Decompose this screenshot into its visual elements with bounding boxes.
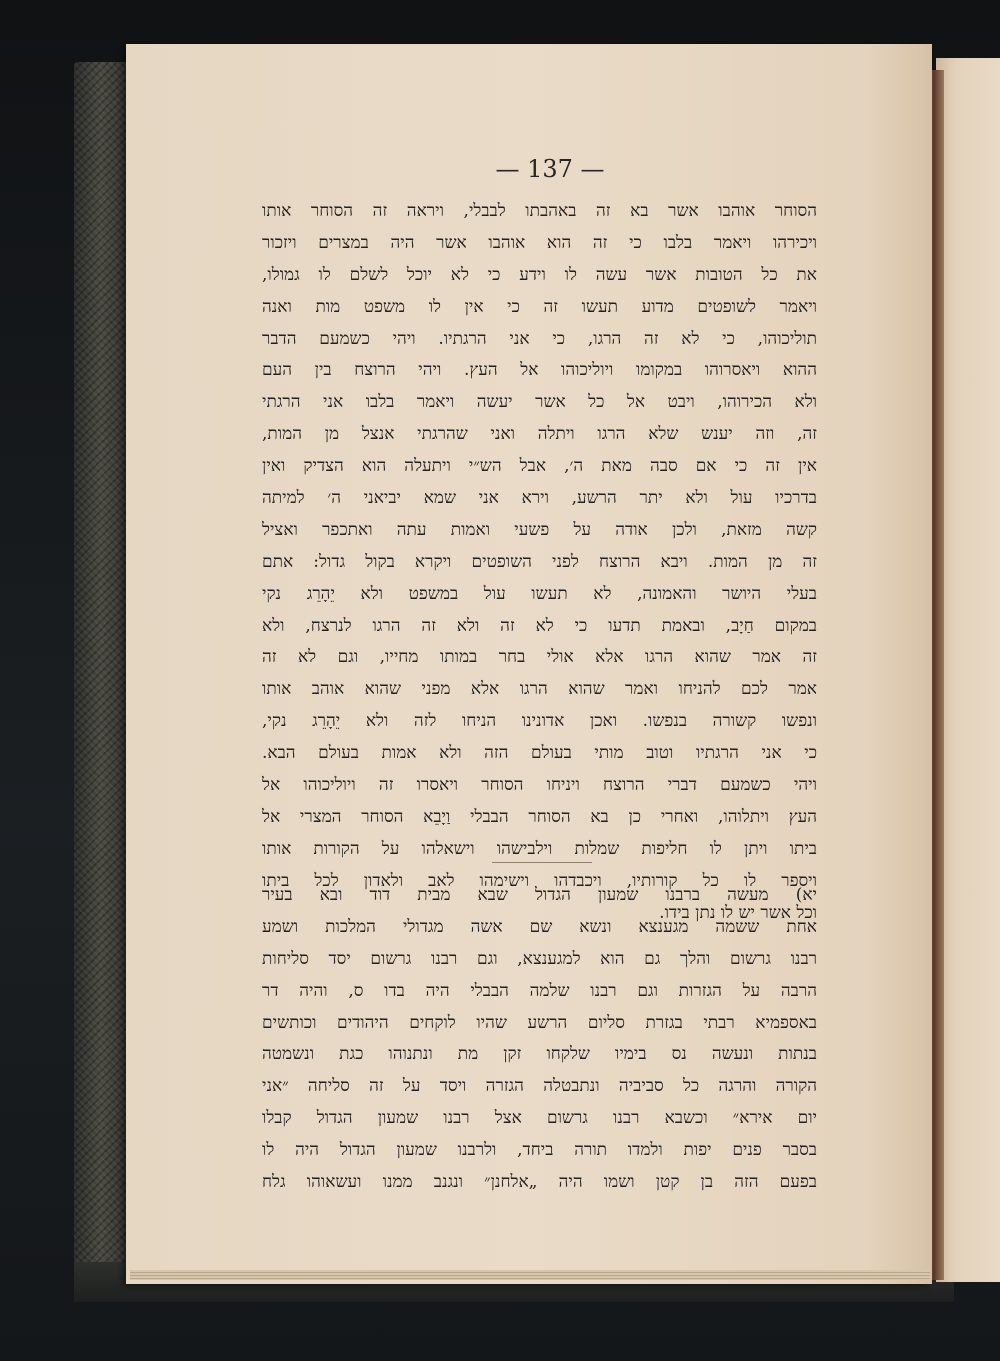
text-line: ויהי כשמעם דברי הרוצח ויניחו הסוחר ויאסרו זה ויוליכוהו אל [262,775,817,796]
text-line: ביתו ויתן לו חליפות שמלות וילבישהו וישאלהו על הקורות אותו [262,838,817,859]
facing-page-edge [936,58,1000,1282]
text-line: ההוא ויאסרוהו במקומו ויוליכוהו אל העץ. ויהי הרוצח בין העם [262,360,817,381]
text-line: בדרכיו עול ולא יתר הרשע, וירא אני שמא יביאני ה׳ למיתה [262,488,817,509]
text-line: אין זה כי אם סבה מאת ה׳, אבל הש״י ויתעלה הוא הצדיק ואין [262,456,817,477]
text-line: אחת ששמה מגענצא ונשא שם אשה מגדולי המלכות ושמע [262,916,817,937]
page-stack-edges [130,1270,930,1280]
page-number: — 137 — [495,155,605,183]
text-line: הרבה על הגזרות וגם רבנו שלמה הבבלי היה בדו ס, והיה דר [262,980,817,1001]
paragraph-2 [262,880,817,1199]
text-line: בסבר פנים יפות ולמדו תורה ביחד, ולרבנו שמעון הגדול היה לו [262,1140,817,1161]
paragraph-1 [262,196,817,929]
text-line: את כל הטובות אשר עשה לו וידע כי לא יוכל לשלם לו גמולו, [262,264,817,285]
text-line: ויכירהו ויאמר בלבו כי זה הוא אוהבו אשר היה במצרים ויזכור [262,232,817,253]
text-line: יא) מעשה ברבנו שמעון הגדול שבא מבית דוד ובא בעיר [262,885,817,905]
text-line: העץ ויתלוהו, ואחרי כן בא הסוחר הבבלי וַיָבֵא הסוחר המצרי אל [262,806,817,827]
text-line: בנתות ונעשה נס בימיו שלקחו זקן מת ונתנוהו כגת ונשמטה [262,1044,817,1065]
text-line: זה אמר שהוא הרגו אלא אולי בחר במותו מחייו, וגם לא זה [262,647,817,668]
text-line: באספמיא רבתי בגזרת סליום הרשע שהיו לוקחים היהודים וכותשים [262,1012,817,1033]
text-line: וכל אשר יש לו נתן בידו. [659,902,817,923]
section-divider [492,862,592,863]
text-line: ונפשו קשורה בנפשו. ואכן אדונינו הניחו לזה ולא יֵהָרֵג נקי, [262,711,817,732]
text-line: בפעם הזה בן קטן ושמו היה „אלחנן״ ונגנב ממנו ועשאוהו גלח [262,1172,817,1193]
text-line: בעלי היושר והאמונה, לא תעשו עול במשפט ולא יֵהָרֵג נקי [262,583,817,604]
text-line: זה, וזה יענש שלא הרגו ויתלה ואני שהרגתי אנצל מן המות, [262,424,817,445]
text-line: קשה מזאת, ולכן אודה על פשעי ואמות עתה ואתכפר ואציל [262,519,817,540]
text-line: רבנו גרשום והלך גם הוא למגענצא, וגם רבנו גרשום יסד סליחות [262,948,817,969]
text-line: במקום חַיָב, ובאמת תדעו כי לא זה ולא זה הרגו לנרצח, ולא [262,615,817,636]
text-line: אמר לכם להניחו ואמר שהוא הרגו אלא מפני שהוא אוהב אותו [262,679,817,700]
text-line: תוליכוהו, כי לא זה הרגו, כי אני הרגתיו. ויהי כשמעם הדבר [262,328,817,349]
text-line: הסוחר אוהבו אשר בא זה באהבתו לבבלי, ויראה זה הסוחר אותו [262,201,817,221]
book-cover-spine [74,62,134,1294]
text-line: ויספר לו כל קורותיו, ויכבדהו וישימהו לאב ולאדון לכל ביתו [262,870,817,891]
text-line: יום אירא״ וכשבא רבנו גרשום אצל רבנו שמעון הגדול קבלו [262,1108,817,1129]
text-line: הקורה והרגה כל סביביה ונתבטלה הגזרה ויסד על זה סליחה ״אני [262,1076,817,1097]
text-line: כי אני הרגתיו וטוב מותי בעולם הזה ולא אמות בעולם הבא. [262,743,817,764]
text-line: ולא הכירוהו, ויבט אל כל אשר יעשה ויאמר בלבו אני הרגתי [262,392,817,413]
text-line: זה מן המות. ויבא הרוצח לפני השופטים ויקרא בקול גדול: אתם [262,551,817,572]
text-line: ויאמר לשופטים מדוע תעשו זה כי אין לו משפט מות ואנה [262,296,817,317]
